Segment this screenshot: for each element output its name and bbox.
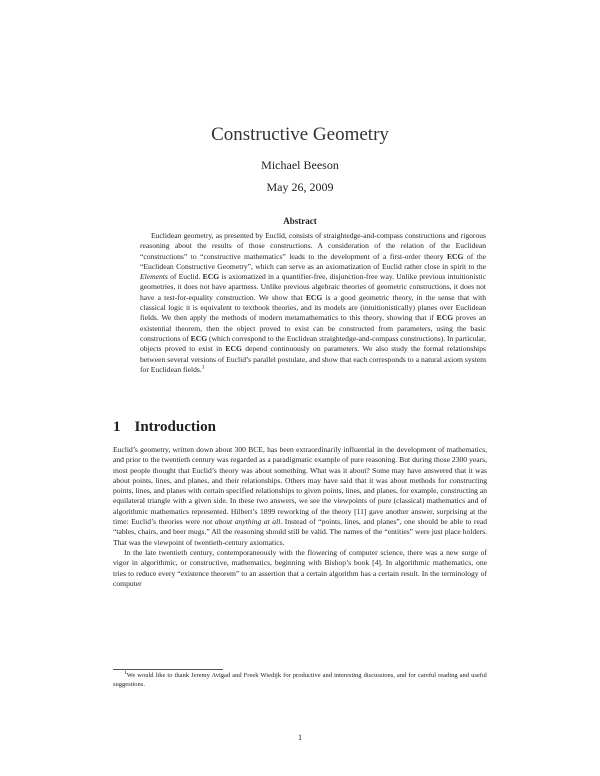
ecg-term: ECG [202,272,220,282]
ecg-term: ECG [190,333,208,343]
footnote-divider [113,669,223,670]
paper-title: Constructive Geometry [211,124,389,145]
ecg-term: ECG [436,313,454,323]
elements-title: Elements [140,272,168,282]
ecg-term: ECG [446,251,464,261]
body-text-segment: . Instead of “points, lines, and planes”, one should be able to read “tables, chairs, and beer mugs.” All the reasoning should still be valid. The names of the “entities” were just place holders. That was the viewpoint of twentieth-century axiomatics. [113,517,487,547]
abstract-text-segment: of Euclid. [167,272,203,282]
abstract-text-segment: is a good geometric theory, in the sense that with classical logic it is equivalent to textbook theories, and its models are (intuitionistically) planes over Euclidean fields. We then apply the methods of modern metamathematics to this theory, showing that if [140,292,486,323]
publication-date: May 26, 2009 [266,180,334,194]
footnote-marker: 1 [124,669,127,676]
footnote-marker: 1 [201,364,205,371]
body-text-segment: Euclid’s geometry, written down about 300 BCE, has been extraordinarily influential in the development of mathematics, and prior to the twentieth century was regarded as a paradigmatic example of pure reasoning. But during those 2300 years, most people thought that Euclid’s theory was about something. What was it about? Some may have answered that it was about points, lines, and planes, and their relationships. Others may have said that it was about methods for constructing points, lines, and planes with certain specified relationships to given points, lines, and planes, for example, constructing an equilateral triangle with a given side. In these two answers, we see the viewpoints of pure (classical) mathematics and of algorithmic mathematics represented. Hilbert’s 1899 reworking of the theory [11] gave another answer, surprising at the time: Euclid’s theories were [113,445,487,527]
abstract-text-segment: depend continuously on parameters. We also study the formal relationships between several versions of Euclid’s parallel postulate, and show that each corresponds to a natural axiom system for Euclidean fields. [140,344,486,374]
emphasis-text: not about anything at all [202,517,281,527]
body-paragraph: In the late twentieth century, contemporaneously with the flowering of computer science, there was a new surge of vigor in algorithmic, or constructive, mathematics, beginning with Bishop’s book [4]. In algorithmic mathematics, one tries to reduce every “existence theorem” to an assertion that a certain algorithm has a certain result. In the terminology of computer [113,547,487,588]
footnote-text: We would like to thank Jeremy Avigad and Freek Wiedijk for productive and interesting discussions, and for careful reading and useful suggestions. [113,672,487,688]
abstract-text-segment: (which correspond to the Euclidean straightedge-and-compass constructions). In particular, objects proved to exist in [140,333,486,354]
ecg-term: ECG [225,344,242,354]
author-name: Michael Beeson [261,158,339,172]
abstract-text [140,231,486,375]
body-paragraph [113,445,487,548]
abstract-text-segment: proves an existential theorem, then the object proved to exist can be constructed from parameters, using the basic constructions of [140,313,486,343]
abstract-text-segment: is axiomatized in a quantifier-free, disjunction-free way. Unlike previous intuitionistic geometries, it does not have apartness. Unlike previous algebraic theories of geometric constructions, it does not have a test-for-equality construction. We show that [140,272,486,302]
section-number: 1 [113,419,121,435]
abstract-heading: Abstract [283,216,317,226]
page-number: 1 [298,733,302,742]
section-title: Introduction [134,419,216,435]
section-heading [113,419,216,436]
body-text [113,445,487,589]
ecg-term: ECG [305,292,323,302]
footnote [113,669,487,690]
abstract-text-segment: of the “Euclidean Constructive Geometry”, which can serve as an axiomatization of Euclid rather close in spirit to the [140,251,486,271]
abstract-text-segment: Euclidean geometry, as presented by Euclid, consists of straightedge-and-compass constructions and rigorous reasoning about the results of those constructions. A consideration of the relation of the Euclidean “constructions” to “constructive mathematics” leads to the development of a first-order theory [140,231,486,261]
